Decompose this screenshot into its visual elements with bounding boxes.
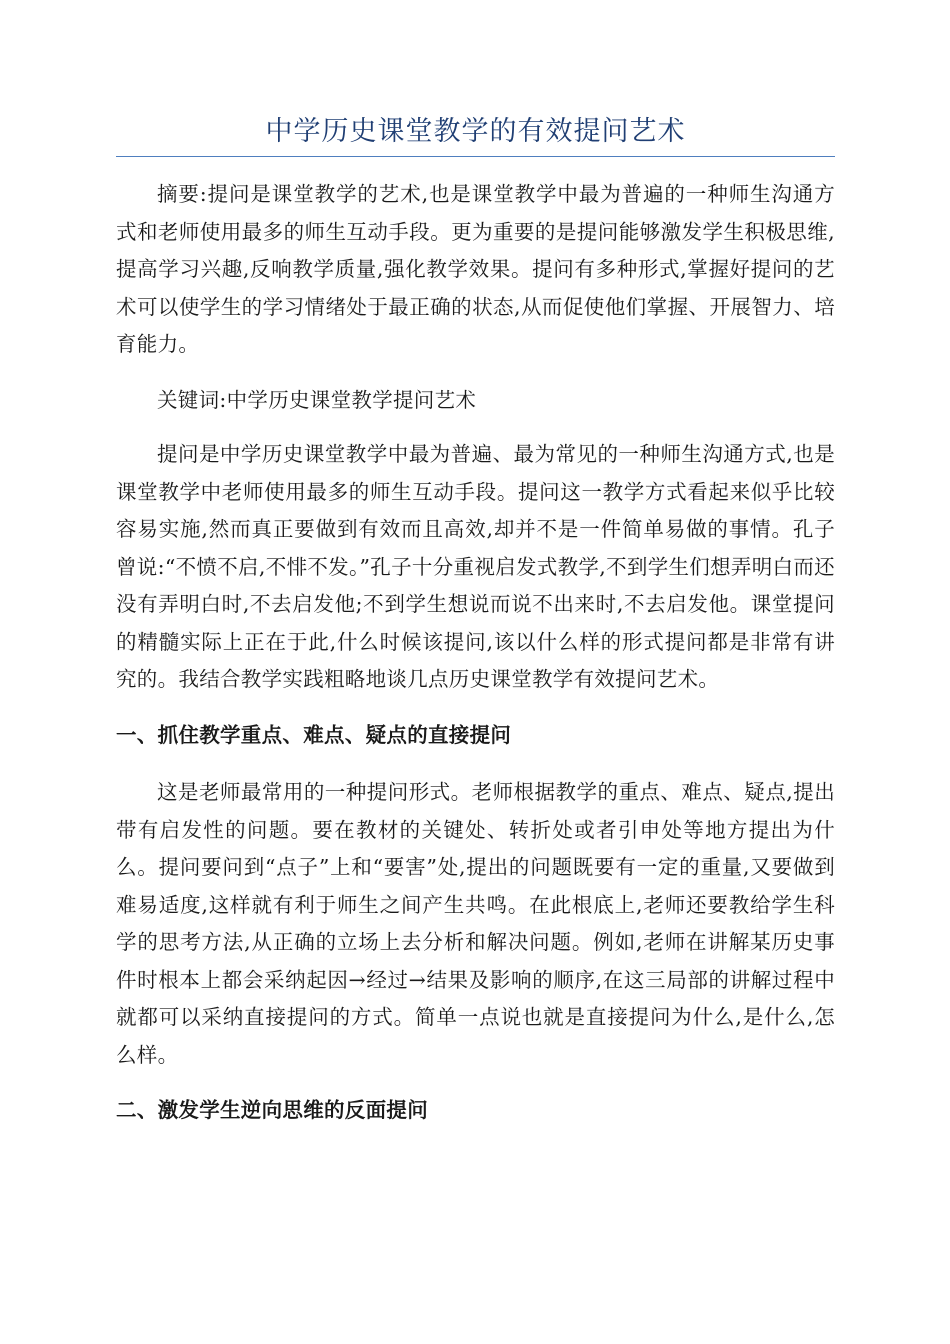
title-block	[116, 112, 835, 157]
intro-paragraph: 提问是中学历史课堂教学中最为普遍、最为常见的一种师生沟通方式,也是课堂教学中老师使用最多的师生互动手段。提问这一教学方式看起来似乎比较容易实施,然而真正要做到有效而且高效,却并不是一件简单易做的事情。孔子曾说:“不愤不启,不悱不发。”孔子十分重视启发式教学,不到学生们想弄明白而还没有弄明白时,不去启发他;不到学生想说而说不出来时,不去启发他。课堂提问的精髓实际上正在于此,什么时候该提问,该以什么样的形式提问都是非常有讲究的。我结合教学实践粗略地谈几点历史课堂教学有效提问艺术。	[116, 442, 835, 691]
section-1-heading: 一、抓住教学重点、难点、疑点的直接提问	[116, 722, 512, 747]
document-title: 中学历史课堂教学的有效提问艺术	[265, 116, 686, 147]
section-1-paragraph: 这是老师最常用的一种提问形式。老师根据教学的重点、难点、疑点,提出带有启发性的问题。要在教材的关键处、转折处或者引申处等地方提出为什么。提问要问到“点子”上和“要害”处,提出的问题既要有一定的重量,又要做到难易适度,这样就有利于师生之间产生共鸣。在此根底上,老师还要教给学生科学的思考方法,从正确的立场上去分析和解决问题。例如,老师在讲解某历史事件时根本上都会采纳起因→经过→结果及影响的顺序,在这三局部的讲解过程中就都可以采纳直接提问的方式。简单一点说也就是直接提问为什么,是什么,怎么样。	[116, 780, 835, 1067]
section-2-heading: 二、激发学生逆向思维的反面提问	[116, 1098, 428, 1122]
keywords-paragraph: 关键词:中学历史课堂教学提问艺术	[157, 387, 477, 412]
abstract-paragraph: 摘要:提问是课堂教学的艺术,也是课堂教学中最为普遍的一种师生沟通方式和老师使用最多的师生互动手段。更为重要的是提问能够激发学生积极思维,提高学习兴趣,反响教学质量,强化教学效果。提问有多种形式,掌握好提问的艺术可以使学生的学习情绪处于最正确的状态,从而促使他们掌握、开展智力、培育能力。	[116, 182, 835, 356]
document-body	[116, 176, 835, 1150]
